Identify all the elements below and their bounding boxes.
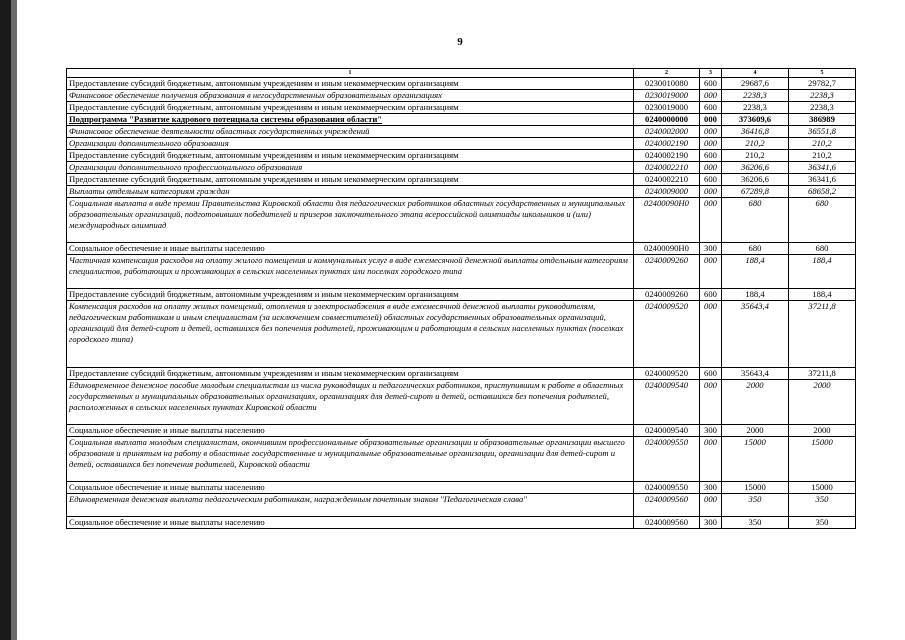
row-value-1: 188,4 [722,289,789,301]
row-kvr: 000 [700,494,722,517]
table-row [67,162,856,174]
budget-table [66,68,856,529]
row-kvr: 000 [700,186,722,198]
table-row [67,437,856,482]
row-value-2: 210,2 [789,138,856,150]
row-value-2: 36341,6 [789,174,856,186]
row-name: Финансовое обеспечение получения образования в негосударственных образовательных организациях [67,90,634,102]
row-code: 0240009520 [634,301,700,368]
row-name: Компенсация расходов на оплату жилых помещений, отопления и электроснабжения в виде ежемесячной денежной выплаты руководителям, педагогическим работникам и иным специалистам (за исключением совместителей) областных государственных образовательных организаций, организаций для детей-сирот и детей, оставшихся без попечения родителей, проживающим и работающим в сельских населенных пунктах (поселках городского типа) [67,301,634,368]
row-name: Предоставление субсидий бюджетным, автономным учреждениям и иным некоммерческим организациям [67,174,634,186]
page-number: 9 [457,36,463,48]
row-name: Социальная выплата в виде премии Правительства Кировской области для педагогических работников областных государственных и муниципальных образовательных организаций, подготовивших победителей и призеров заключительного этапа всероссийской олимпиады школьников и (или) международных олимпиад [67,198,634,243]
row-value-1: 35643,4 [722,301,789,368]
row-value-2: 350 [789,517,856,529]
row-code: 0240009560 [634,494,700,517]
row-code: 0240009540 [634,380,700,425]
row-kvr: 300 [700,425,722,437]
row-value-2: 37211,8 [789,368,856,380]
row-kvr: 000 [700,126,722,138]
row-value-1: 680 [722,198,789,243]
table-row [67,126,856,138]
row-value-2: 2238,3 [789,102,856,114]
row-code: 0240000000 [634,114,700,126]
row-value-2: 350 [789,494,856,517]
row-value-2: 680 [789,243,856,255]
row-value-1: 36206,6 [722,174,789,186]
row-name: Предоставление субсидий бюджетным, автономным учреждениям и иным некоммерческим организациям [67,150,634,162]
row-name: Предоставление субсидий бюджетным, автономным учреждениям и иным некоммерческим организациям [67,102,634,114]
table-row [67,114,856,126]
table-row [67,482,856,494]
table-row [67,102,856,114]
row-kvr: 000 [700,301,722,368]
row-value-1: 188,4 [722,255,789,289]
row-code: 0240009560 [634,517,700,529]
table-row [67,150,856,162]
row-code: 0230010080 [634,78,700,90]
row-value-2: 2000 [789,380,856,425]
row-value-1: 2000 [722,380,789,425]
row-value-1: 36206,6 [722,162,789,174]
row-kvr: 600 [700,174,722,186]
row-value-2: 188,4 [789,255,856,289]
row-value-1: 350 [722,517,789,529]
row-kvr: 000 [700,380,722,425]
row-name: Подпрограмма "Развитие кадрового потенциала системы образования области" [67,114,634,126]
table-row [67,138,856,150]
row-value-2: 15000 [789,437,856,482]
row-value-1: 373609,6 [722,114,789,126]
table-row [67,494,856,517]
row-value-1: 2238,3 [722,102,789,114]
row-kvr: 600 [700,102,722,114]
row-code: 0240002210 [634,174,700,186]
row-name: Социальное обеспечение и иные выплаты населению [67,482,634,494]
row-code: 0240009260 [634,255,700,289]
row-value-1: 210,2 [722,150,789,162]
row-name: Социальное обеспечение и иные выплаты населению [67,425,634,437]
row-value-2: 36341,6 [789,162,856,174]
row-code: 0240009540 [634,425,700,437]
row-name: Предоставление субсидий бюджетным, автономным учреждениям и иным некоммерческим организациям [67,78,634,90]
row-kvr: 000 [700,198,722,243]
row-name: Единовременное денежное пособие молодым специалистам из числа руководящих и педагогических работников, приступившим к работе в областных государственных и муниципальных образовательных организациях, организациях для детей-сирот и детей, оставшихся без попечения родителей, расположенных в сельских населенных пунктах Кировской области [67,380,634,425]
header-col-2: 2 [634,69,700,78]
row-name: Единовременная денежная выплата педагогическим работникам, награжденным почетным знаком "Педагогическая слава" [67,494,634,517]
row-value-1: 210,2 [722,138,789,150]
row-code: 0240002190 [634,150,700,162]
row-code: 0230019000 [634,102,700,114]
row-value-2: 188,4 [789,289,856,301]
row-kvr: 600 [700,78,722,90]
row-code: 0240002210 [634,162,700,174]
row-kvr: 600 [700,368,722,380]
row-name: Частичная компенсация расходов на оплату жилого помещения и коммунальных услуг в виде ежемесячной денежной выплаты отдельным категориям специалистов, работающих и проживающих в сельских населенных пунктах или поселках городского типа [67,255,634,289]
row-name: Выплаты отдельным категориям граждан [67,186,634,198]
row-value-2: 36551,8 [789,126,856,138]
row-kvr: 000 [700,138,722,150]
table-row [67,301,856,368]
row-kvr: 000 [700,114,722,126]
row-value-2: 680 [789,198,856,243]
row-name: Предоставление субсидий бюджетным, автономным учреждениям и иным некоммерческим организациям [67,289,634,301]
table-row [67,78,856,90]
table-row [67,198,856,243]
row-value-2: 2000 [789,425,856,437]
row-code: 0240009520 [634,368,700,380]
header-col-4: 4 [722,69,789,78]
row-code: 02400090Н0 [634,198,700,243]
row-value-1: 2238,3 [722,90,789,102]
table-row [67,425,856,437]
row-value-1: 36416,8 [722,126,789,138]
row-value-1: 15000 [722,482,789,494]
row-value-1: 350 [722,494,789,517]
row-code: 0240002190 [634,138,700,150]
header-col-1: 1 [67,69,634,78]
row-code: 02400090Н0 [634,243,700,255]
row-value-1: 680 [722,243,789,255]
row-value-2: 2238,3 [789,90,856,102]
row-name: Организации дополнительного профессионального образования [67,162,634,174]
header-col-3: 3 [700,69,722,78]
row-value-2: 37211,8 [789,301,856,368]
table-row [67,255,856,289]
row-name: Предоставление субсидий бюджетным, автономным учреждениям и иным некоммерческим организациям [67,368,634,380]
row-value-2: 29782,7 [789,78,856,90]
table-row [67,380,856,425]
row-name: Социальное обеспечение и иные выплаты населению [67,517,634,529]
row-value-2: 210,2 [789,150,856,162]
row-value-1: 15000 [722,437,789,482]
row-kvr: 000 [700,90,722,102]
row-name: Финансовое обеспечение деятельности областных государственных учреждений [67,126,634,138]
row-kvr: 000 [700,162,722,174]
table-row [67,90,856,102]
table-header-row [67,69,856,78]
row-kvr: 000 [700,437,722,482]
row-kvr: 300 [700,482,722,494]
row-value-1: 67289,8 [722,186,789,198]
row-name: Социальная выплата молодым специалистам, окончившим профессиональные образовательные организации и образовательные организации высшего образования и принятым на работу в областные государственные и муниципальные образовательные организации, организации для детей-сирот и детей, оставшихся без попечения родителей, Кировской области [67,437,634,482]
row-kvr: 000 [700,255,722,289]
row-kvr: 300 [700,517,722,529]
table-row [67,174,856,186]
row-code: 0240009000 [634,186,700,198]
table-row [67,368,856,380]
row-value-2: 386989 [789,114,856,126]
row-kvr: 300 [700,243,722,255]
table-row [67,243,856,255]
row-code: 0240009550 [634,437,700,482]
row-kvr: 600 [700,289,722,301]
row-name: Организации дополнительного образования [67,138,634,150]
table-row [67,186,856,198]
row-value-2: 15000 [789,482,856,494]
scan-edge-shadow-inner [11,0,17,640]
scan-edge-shadow [0,0,11,640]
row-code: 0240002000 [634,126,700,138]
row-value-1: 2000 [722,425,789,437]
row-kvr: 600 [700,150,722,162]
table-row [67,289,856,301]
table-row [67,517,856,529]
row-value-1: 29687,6 [722,78,789,90]
row-value-2: 68658,2 [789,186,856,198]
row-code: 0240009550 [634,482,700,494]
row-name: Социальное обеспечение и иные выплаты населению [67,243,634,255]
row-code: 0230019000 [634,90,700,102]
row-value-1: 35643,4 [722,368,789,380]
row-code: 0240009260 [634,289,700,301]
header-col-5: 5 [789,69,856,78]
